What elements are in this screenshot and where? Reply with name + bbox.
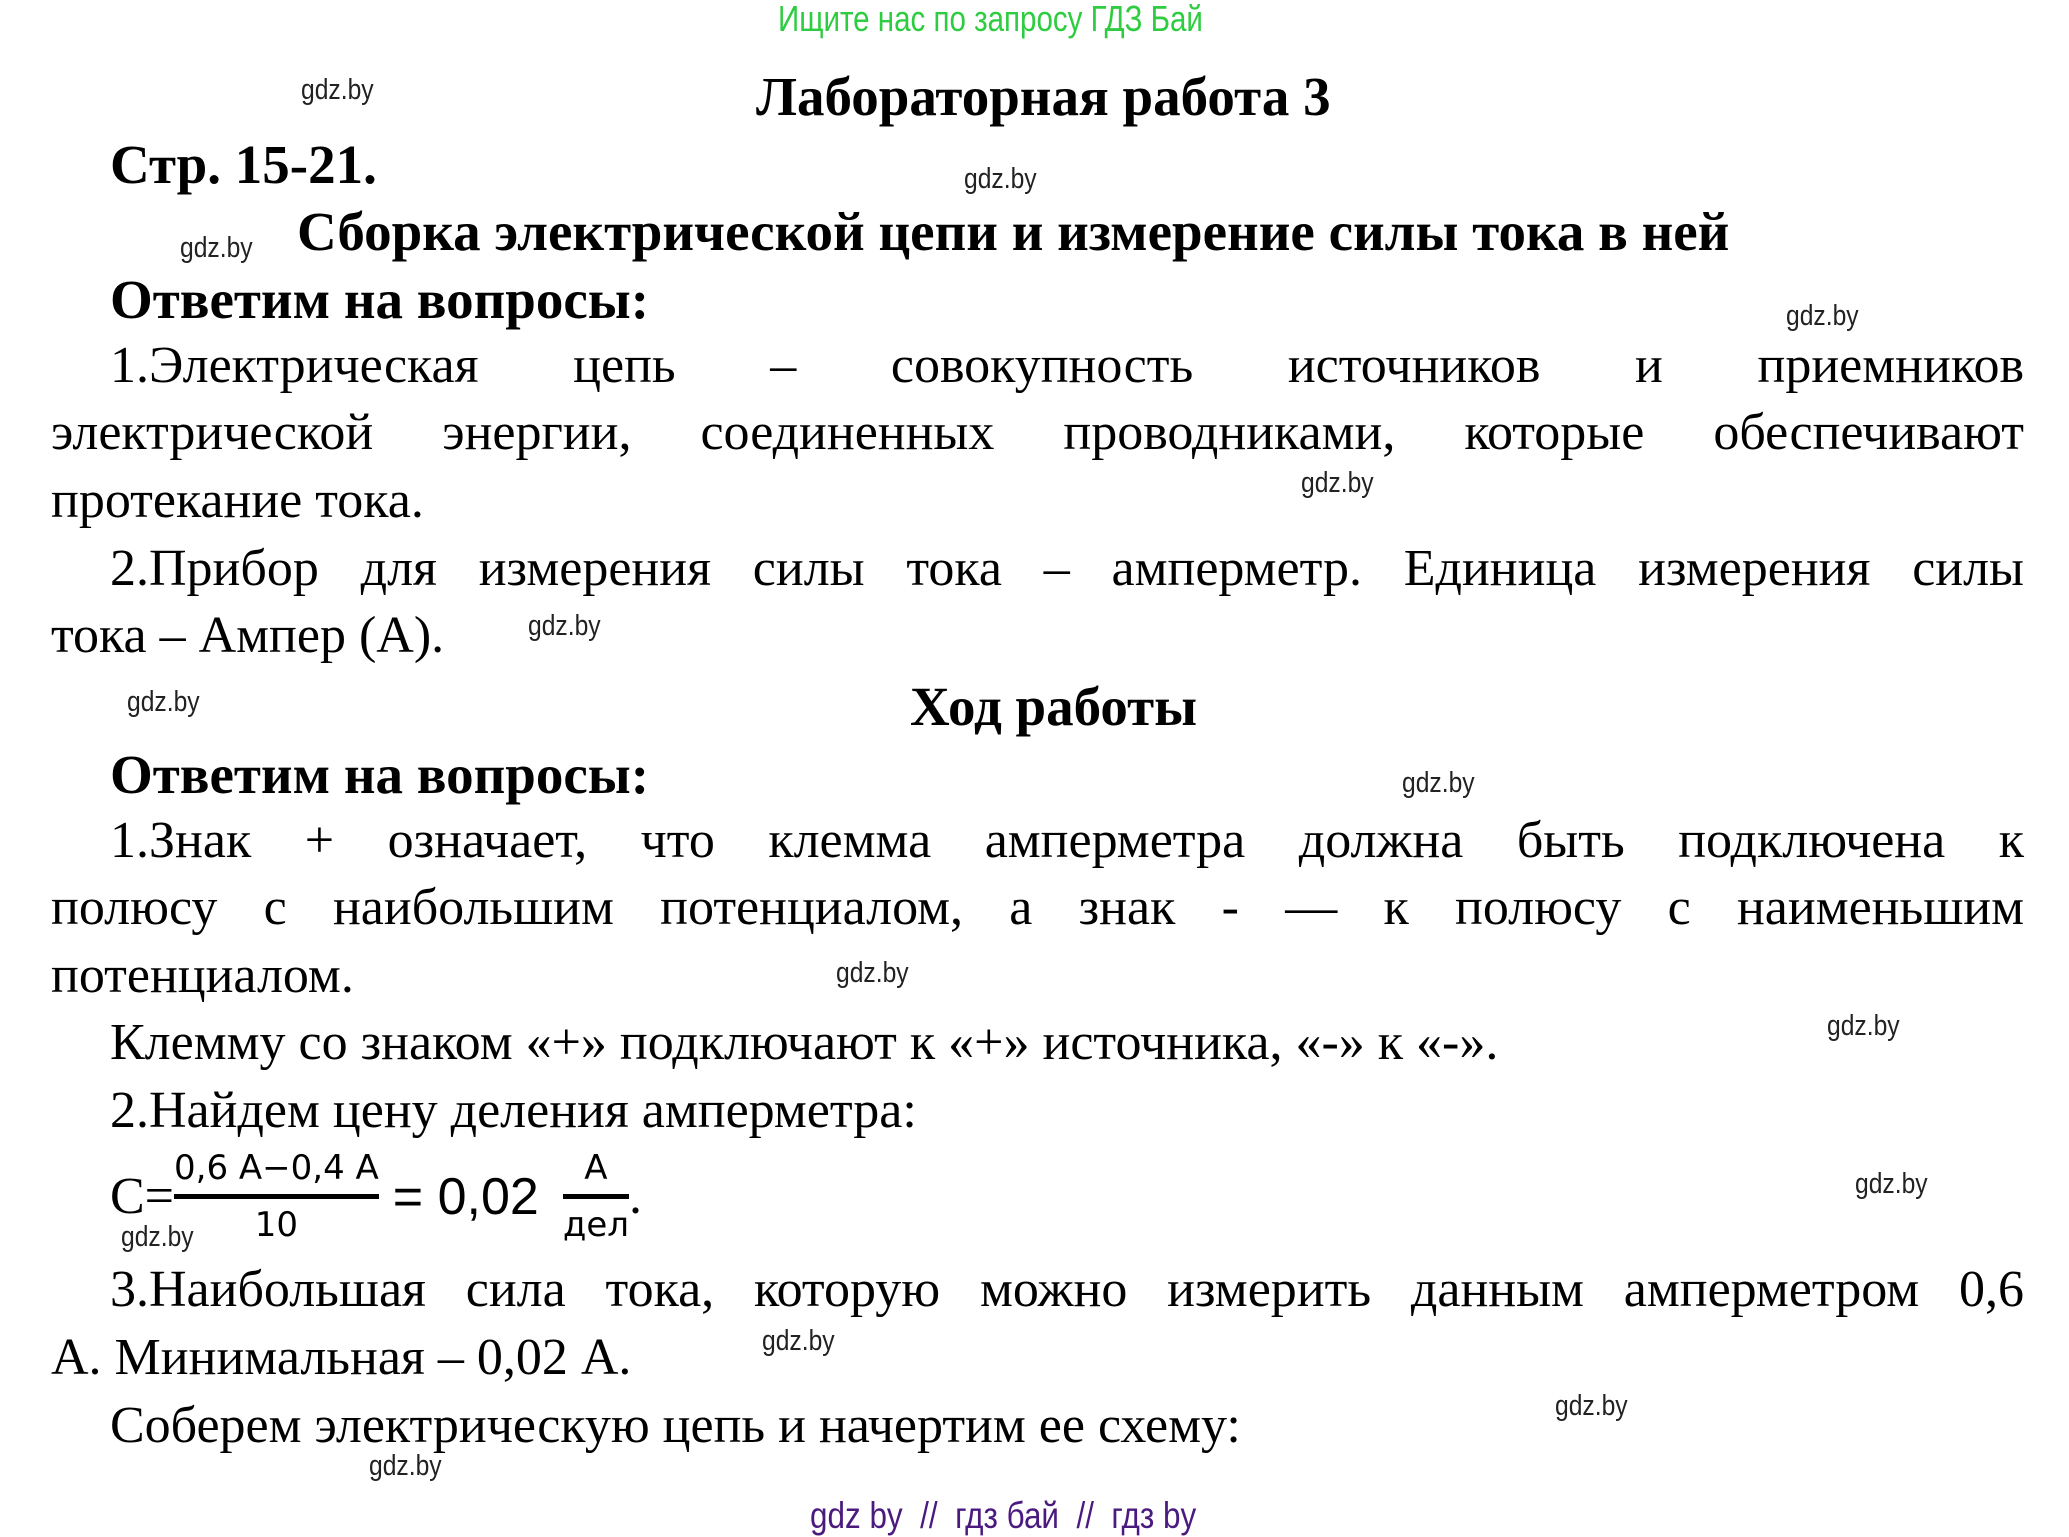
formula-denominator: 10 xyxy=(254,1205,299,1245)
formula-result: = 0,02 xyxy=(392,1167,539,1226)
watermark: gdz.by xyxy=(836,957,909,989)
watermark: gdz.by xyxy=(1402,767,1475,799)
section-heading: Ответим на вопросы: xyxy=(110,744,650,805)
formula-numerator: 0,6 A−0,4 A xyxy=(174,1148,379,1188)
document-title: Лабораторная работа 3 xyxy=(756,66,1331,127)
watermark: gdz.by xyxy=(1855,1168,1928,1200)
watermark: gdz.by xyxy=(528,610,601,642)
page-reference: Стр. 15-21. xyxy=(110,134,377,195)
step-3-line-2: А. Минимальная – 0,02 А. xyxy=(51,1329,632,1386)
watermark: gdz.by xyxy=(1301,467,1374,499)
section-heading: Ответим на вопросы: xyxy=(110,269,650,330)
unit-numerator: A xyxy=(584,1148,608,1188)
watermark: gdz.by xyxy=(301,74,374,106)
unit-denominator: дел xyxy=(562,1205,629,1245)
fraction-bar xyxy=(174,1194,379,1199)
step-1-line-2: полюсу с наибольшим потенциалом, а знак - — к полюсу с наименьшим xyxy=(51,879,2024,936)
step-1-note: Клемму со знаком «+» подключают к «+» источника, «-» к «-». xyxy=(110,1014,1499,1071)
section-title: Ход работы xyxy=(910,676,1198,737)
formula-unit xyxy=(563,1148,629,1245)
step-1-line-3: потенциалом. xyxy=(51,947,354,1004)
top-banner: Ищите нас по запросу ГДЗ Бай xyxy=(778,0,1203,39)
unit-bar xyxy=(563,1194,629,1199)
watermark: gdz.by xyxy=(180,232,253,264)
step-3-line-1: 3.Наибольшая сила тока, которую можно измерить данным амперметром 0,6 xyxy=(110,1261,2024,1318)
formula-lhs: C= xyxy=(110,1168,175,1225)
watermark: gdz.by xyxy=(121,1221,194,1253)
watermark: gdz.by xyxy=(369,1450,442,1482)
watermark: gdz.by xyxy=(964,163,1037,195)
watermark: gdz.by xyxy=(127,686,200,718)
formula-fraction xyxy=(174,1148,379,1245)
final-instruction: Соберем электрическую цепь и начертим ее схему: xyxy=(110,1397,1241,1454)
watermark: gdz.by xyxy=(762,1325,835,1357)
answer-2-line-1: 2.Прибор для измерения силы тока – амперметр. Единица измерения силы xyxy=(110,540,2024,597)
lab-subtitle: Сборка электрической цепи и измерение силы тока в ней xyxy=(297,201,1730,262)
step-2: 2.Найдем цену деления амперметра: xyxy=(110,1082,917,1139)
answer-1-line-1: 1.Электрическая цепь – совокупность источников и приемников xyxy=(110,337,2024,394)
answer-1-line-3: протекание тока. xyxy=(51,472,424,529)
watermark: gdz.by xyxy=(1827,1010,1900,1042)
footer-links: gdz by // гдз бай // гдз by xyxy=(810,1495,1197,1536)
watermark: gdz.by xyxy=(1786,300,1859,332)
formula-period: . xyxy=(628,1168,642,1225)
step-1-line-1: 1.Знак + означает, что клемма амперметра должна быть подключена к xyxy=(110,812,2024,869)
answer-1-line-2: электрической энергии, соединенных проводниками, которые обеспечивают xyxy=(51,404,2024,461)
answer-2-line-2: тока – Ампер (А). xyxy=(51,607,445,664)
watermark: gdz.by xyxy=(1555,1390,1628,1422)
